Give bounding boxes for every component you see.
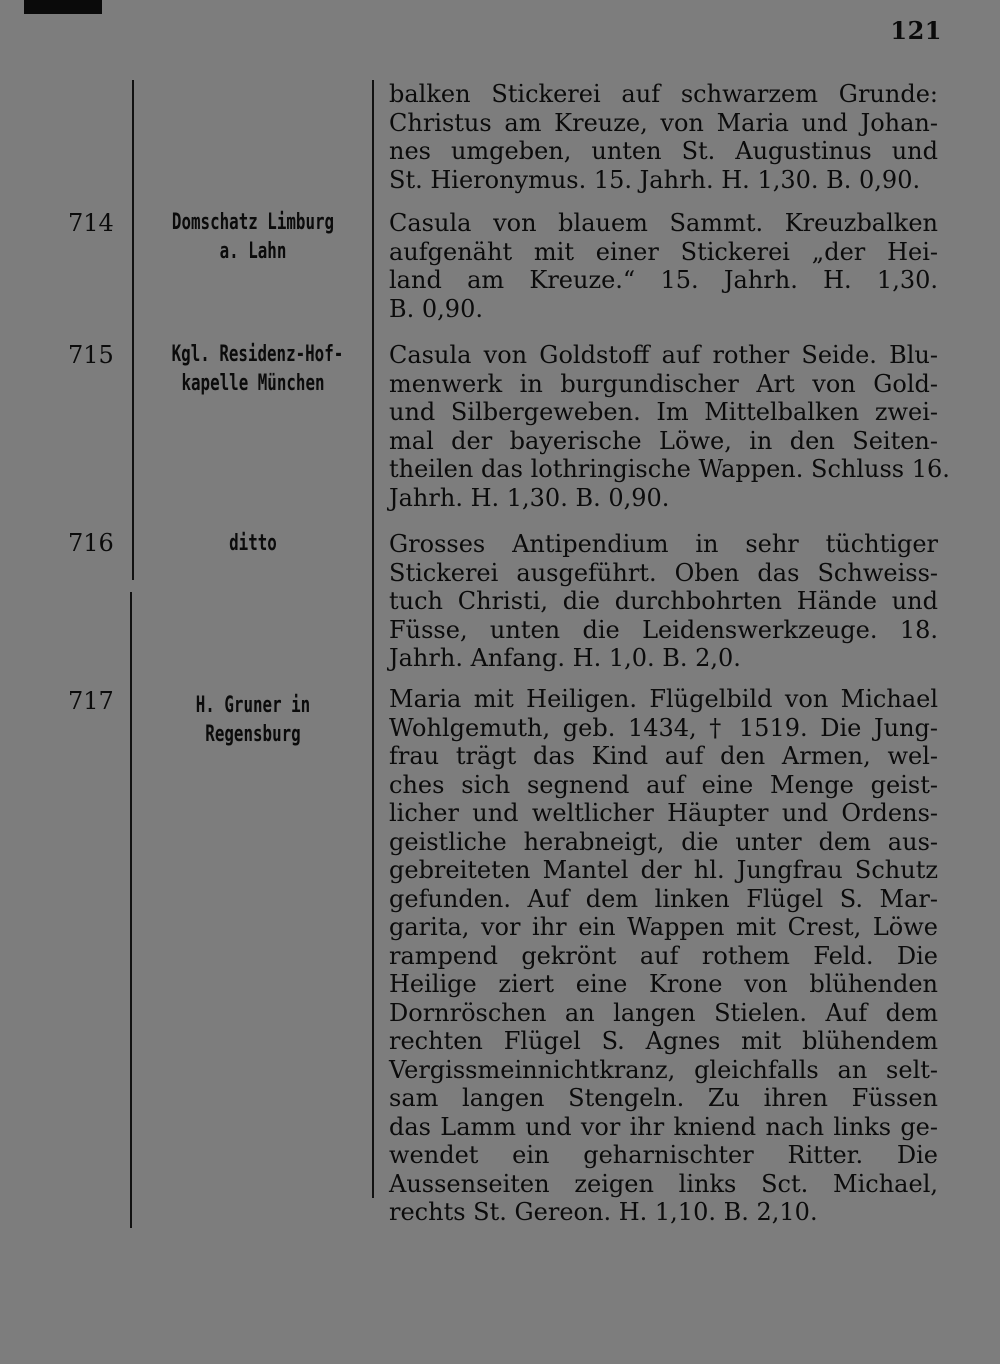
description-line: menwerk in burgundischer Art von Gold- (389, 369, 938, 398)
entry-number: 717 (68, 687, 114, 715)
entry-location (172, 692, 335, 749)
description-line: wendet ein geharnischter Ritter. Die (389, 1141, 938, 1169)
entry-location (172, 530, 335, 559)
description-line: Casula von Goldstoff auf rother Seide. Blu- (389, 341, 938, 369)
description-line: Dornröschen an langen Stielen. Auf dem (389, 998, 938, 1027)
description-line: land am Kreuze.“ 15. Jahrh. H. 1,30. (389, 266, 938, 294)
description-line: Aussenseiten zeigen links Sct. Michael, (389, 1169, 938, 1198)
description-line: Jahrh. H. 1,30. B. 0,90. (389, 483, 670, 512)
description-line: B. 0,90. (389, 294, 483, 323)
description-line: Heilige ziert eine Krone von blühenden (389, 970, 938, 998)
location-line: H. Gruner in (195, 693, 311, 718)
description-line: das Lamm und vor ihr kniend nach links ge- (389, 1112, 938, 1141)
entry-number: 716 (68, 529, 114, 557)
description-line: Vergissmeinnichtkranz, gleichfalls an selt- (389, 1055, 938, 1084)
description-line: balken Stickerei auf schwarzem Grunde: (389, 80, 938, 108)
entry-number: 715 (68, 341, 114, 369)
description-line: nes umgeben, unten St. Augustinus und (389, 137, 938, 165)
corner-scan-mark (24, 0, 102, 14)
entry-description (389, 530, 938, 673)
description-line: geistliche herabneigt, die unter dem aus- (389, 827, 938, 856)
location-line: Kgl. Residenz-Hof- (171, 342, 344, 367)
column-rule-right (372, 80, 374, 1198)
description-line: theilen das lothringische Wappen. Schluss 16. (389, 455, 950, 483)
entry-number: 714 (68, 209, 114, 237)
description-line: rechts St. Gereon. H. 1,10. B. 2,10. (389, 1198, 818, 1226)
location-line: Domschatz Limburg (171, 210, 335, 235)
entry-location (171, 341, 344, 398)
column-rule-left-lower (130, 592, 132, 1228)
entry-description (389, 80, 938, 194)
description-line: aufgenäht mit einer Stickerei „der Hei- (389, 237, 938, 266)
description-line: Maria mit Heiligen. Flügelbild von Michael (389, 685, 938, 713)
description-line: rechten Flügel S. Agnes mit blühendem (389, 1027, 938, 1055)
column-rule-left-upper (132, 80, 134, 580)
location-line: ditto (229, 531, 277, 556)
location-line: a. Lahn (219, 238, 287, 264)
description-line: Casula von blauem Sammt. Kreuzbalken (389, 209, 938, 237)
description-line: Stickerei ausgeführt. Oben das Schweiss- (389, 558, 938, 587)
entry-location (172, 209, 335, 266)
location-line: Regensburg (205, 721, 301, 747)
description-line: und Silbergeweben. Im Mittelbalken zwei- (389, 398, 938, 426)
description-line: St. Hieronymus. 15. Jahrh. H. 1,30. B. 0,90. (389, 165, 921, 194)
description-line: Wohlgemuth, geb. 1434, † 1519. Die Jung- (389, 713, 938, 742)
description-line: gefunden. Auf dem linken Flügel S. Mar- (389, 884, 938, 913)
entry-description (389, 685, 938, 1227)
description-line: mal der bayerische Löwe, in den Seiten- (389, 426, 938, 455)
description-line: Füsse, unten die Leidenswerkzeuge. 18. (389, 615, 938, 644)
description-line: garita, vor ihr ein Wappen mit Crest, Löwe (389, 913, 938, 941)
description-line: Christus am Kreuze, von Maria und Johan- (389, 108, 938, 137)
description-line: gebreiteten Mantel der hl. Jungfrau Schutz (389, 856, 938, 884)
description-line: Jahrh. Anfang. H. 1,0. B. 2,0. (389, 644, 741, 672)
description-line: Grosses Antipendium in sehr tüchtiger (389, 530, 938, 558)
description-line: ches sich segnend auf eine Menge geist- (389, 770, 938, 799)
description-line: rampend gekrönt auf rothem Feld. Die (389, 941, 938, 970)
description-line: licher und weltlicher Häupter und Ordens- (389, 799, 938, 827)
location-line: kapelle München (181, 370, 325, 396)
description-line: tuch Christi, die durchbohrten Hände und (389, 587, 938, 615)
description-line: frau trägt das Kind auf den Armen, wel- (389, 742, 938, 770)
description-line: sam langen Stengeln. Zu ihren Füssen (389, 1084, 938, 1112)
entry-description (389, 209, 938, 323)
entry-description (389, 341, 950, 512)
page-number: 121 (890, 16, 942, 45)
